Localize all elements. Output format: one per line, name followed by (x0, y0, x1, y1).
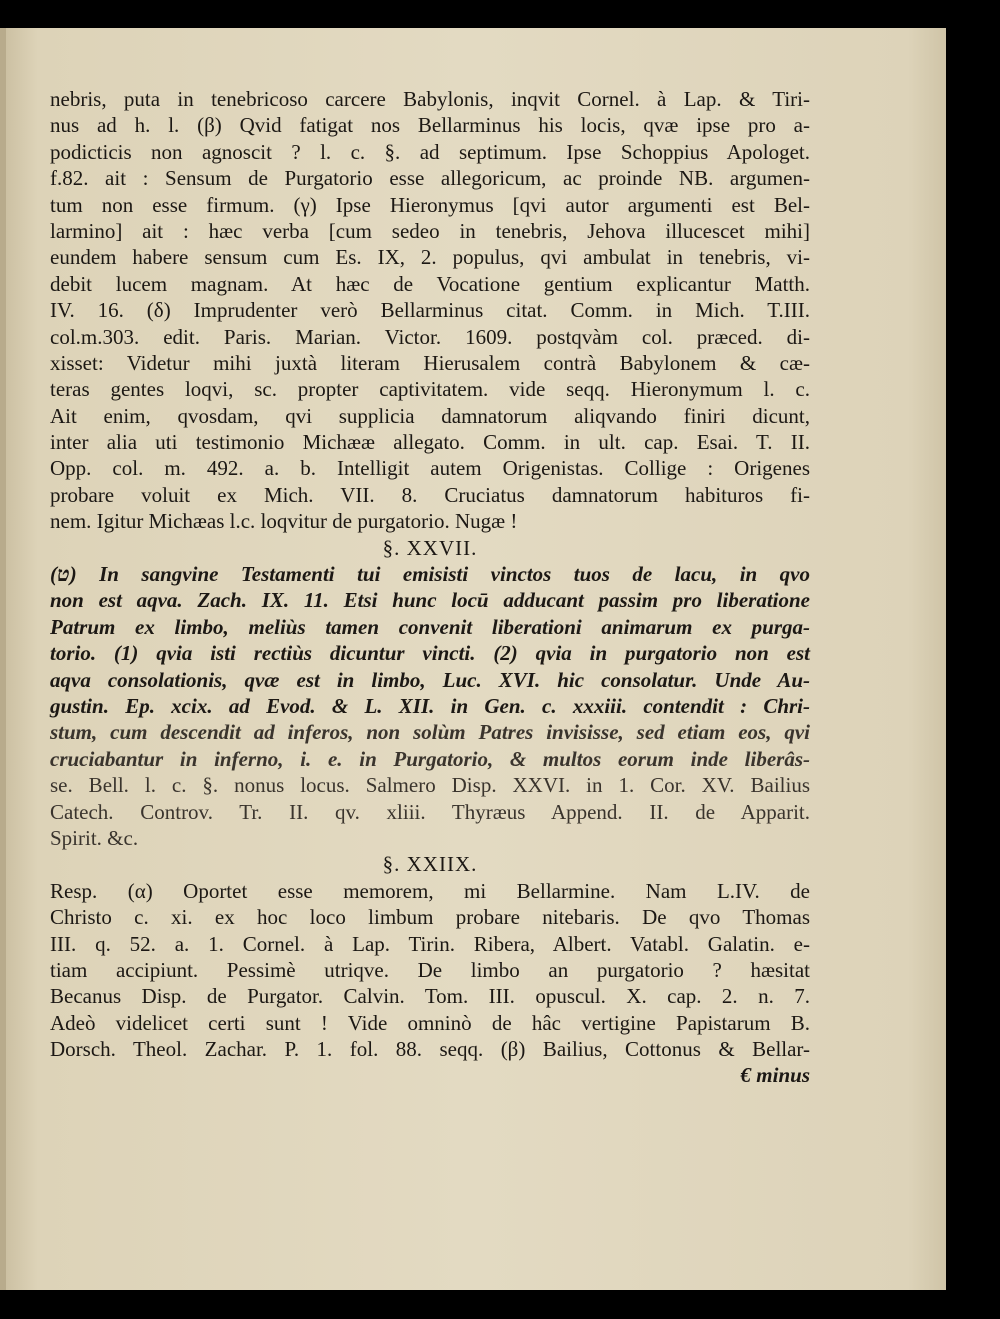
text-line: probare voluit ex Mich. VII. 8. Cruciatus damnatorum habituros fi- (50, 482, 810, 507)
text-line: Ait enim, qvosdam, qvi supplicia damnatorum aliqvando finiri dicunt, (50, 403, 810, 428)
text-line: III. q. 52. a. 1. Cornel. à Lap. Tirin. Ribera, Albert. Vatabl. Galatin. e- (50, 931, 810, 956)
text-line: inter alia uti testimonio Michææ allegato. Comm. in ult. cap. Esai. T. II. (50, 430, 810, 455)
text-line: cruciabantur in inferno, i. e. in Purgatorio, & multos eorum inde liberâs- (50, 746, 810, 771)
text-line: aqva consolationis, qvæ est in limbo, Luc. XVI. hic consolatur. Unde Au- (50, 667, 810, 692)
text-line: IV. 16. (δ) Imprudenter verò Bellarminus citat. Comm. in Mich. T.III. (50, 298, 810, 323)
text-line: tiam accipiunt. Pessimè utriqve. De limbo an purgatorio ? hæsitat (50, 957, 810, 982)
text-line: eundem habere sensum cum Es. IX, 2. populus, qvi ambulat in tenebris, vi- (50, 245, 810, 270)
text-line: nem. Igitur Michæas l.c. loqvitur de purgatorio. Nugæ ! (50, 509, 518, 534)
text-line: Christo c. xi. ex hoc loco limbum probare nitebaris. De qvo Thomas (50, 905, 810, 930)
text-line: f.82. ait : Sensum de Purgatorio esse allegoricum, ac proinde NB. argumen- (50, 166, 810, 191)
page-edge (0, 28, 6, 1290)
text-line: xisset: Videtur mihi juxtà literam Hierusalem contrà Babylonem & cæ- (50, 350, 810, 375)
text-line: nus ad h. l. (β) Qvid fatigat nos Bellarminus his locis, qvæ ipse pro a- (50, 113, 810, 138)
text-line: podicticis non agnoscit ? l. c. §. ad septimum. Ipse Schoppius Apologet. (50, 139, 810, 164)
text-line: nebris, puta in tenebricoso carcere Babylonis, inqvit Cornel. à Lap. & Tiri- (50, 87, 810, 111)
text-line: Spirit. &c. (50, 825, 139, 850)
text-line: Resp. (α) Oportet esse memorem, mi Bellarmine. Nam L.IV. de (50, 878, 810, 903)
text-line: Opp. col. m. 492. a. b. Intelligit autem Origenistas. Collige : Origenes (50, 456, 810, 481)
text-line: se. Bell. l. c. §. nonus locus. Salmero Disp. XXVI. in 1. Cor. XV. Bailius (50, 773, 810, 798)
text-line: tum non esse firmum. (γ) Ipse Hieronymus [qvi autor argumenti est Bel- (50, 192, 810, 217)
text-line: Adeò videlicet certi sunt ! Vide omninò de hâc vertigine Papistarum B. (50, 1010, 810, 1035)
text-line: Dorsch. Theol. Zachar. P. 1. fol. 88. seqq. (β) Bailius, Cottonus & Bellar- (50, 1037, 810, 1062)
page-text (50, 86, 810, 1089)
text-line: (ט) In sangvine Testamenti tui emisisti vinctos tuos de lacu, in qvo (50, 562, 810, 587)
text-line: torio. (1) qvia isti rectiùs dicuntur vincti. (2) qvia in purgatorio non est (50, 641, 810, 666)
text-line: Patrum ex limbo, meliùs tamen convenit liberationi animarum ex purga- (50, 614, 810, 639)
section-heading: §. XXVII. (382, 535, 478, 560)
text-line: col.m.303. edit. Paris. Marian. Victor. 1609. postqvàm col. præced. di- (50, 324, 810, 349)
section-heading: §. XXIIX. (382, 852, 478, 877)
catchword: € minus (740, 1063, 810, 1088)
text-line: larmino] ait : hæc verba [cum sedeo in tenebris, Jehova illucescet mihi] (50, 218, 810, 243)
text-line: debit lucem magnam. At hæc de Vocatione gentium explicantur Matth. (50, 271, 810, 296)
text-line: non est aqva. Zach. IX. 11. Etsi hunc locū adducant passim pro liberatione (50, 588, 810, 613)
text-line: Catech. Controv. Tr. II. qv. xliii. Thyræus Append. II. de Apparit. (50, 799, 810, 824)
text-line: stum, cum descendit ad inferos, non solùm Patres invisisse, sed etiam eos, qvi (50, 720, 810, 745)
text-line: teras gentes loqvi, sc. propter captivitatem. vide seqq. Hieronymum l. c. (50, 377, 810, 402)
text-line: gustin. Ep. xcix. ad Evod. & L. XII. in Gen. c. xxxiii. contendit : Chri- (50, 693, 810, 718)
text-line: Becanus Disp. de Purgator. Calvin. Tom. III. opuscul. X. cap. 2. n. 7. (50, 984, 810, 1009)
